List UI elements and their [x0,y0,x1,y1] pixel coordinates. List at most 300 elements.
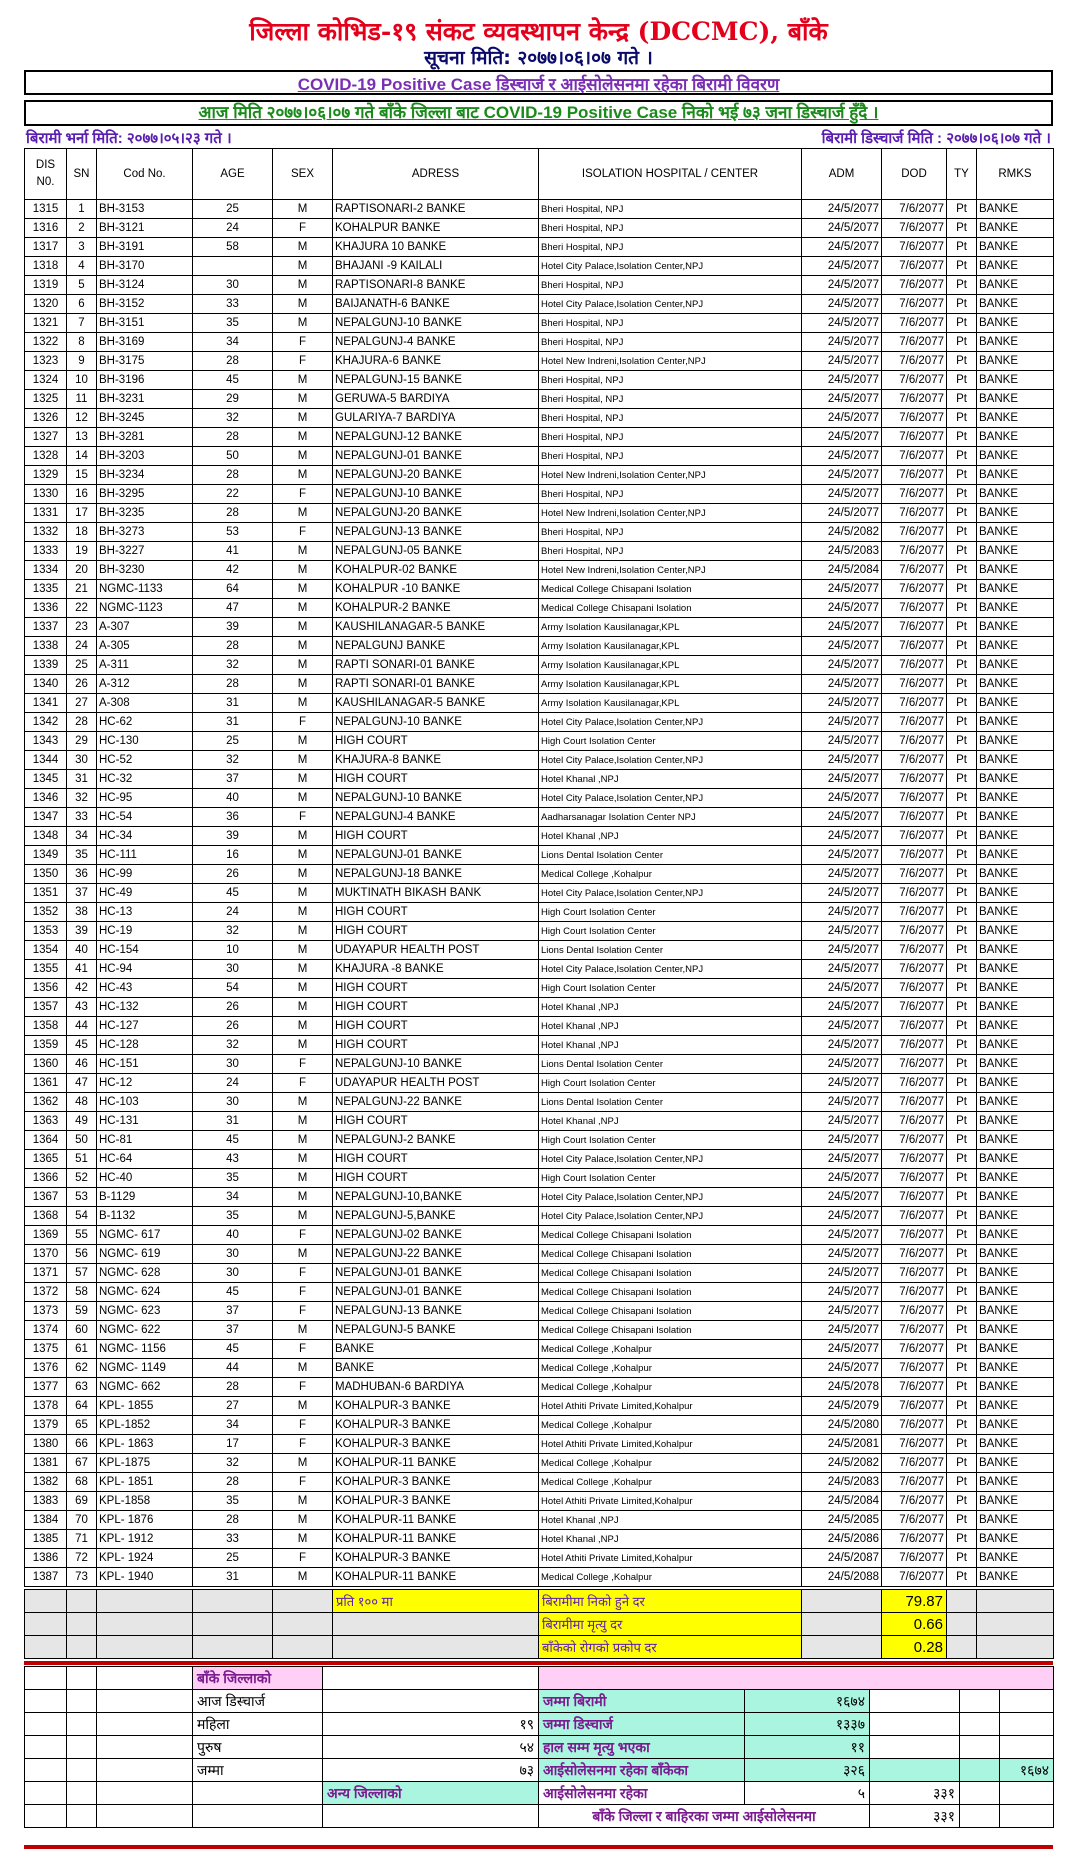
cell-sex: M [273,789,333,808]
cell-code-no: NGMC-1133 [97,580,193,599]
cell-sn: 22 [67,599,97,618]
cell-code-no: KPL- 1924 [97,1549,193,1568]
cell-address: HIGH COURT [333,1036,539,1055]
cell-adm-date: 24/5/2077 [802,808,882,827]
cell-address: NEPALGUNJ-10,BANKE [333,1188,539,1207]
cell-type: Pt [947,922,977,941]
cell-dod-date: 7/6/2077 [882,1340,947,1359]
cell-code-no: KPL-1852 [97,1416,193,1435]
cell-type: Pt [947,1511,977,1530]
other-isolation-label: आईसोलेसनमा रहेका [539,1782,745,1805]
cell-sex: M [273,1321,333,1340]
cell-age: 30 [193,960,273,979]
cell-isolation-center: Medical College ,Kohalpur [539,1359,802,1378]
cell-dod-date: 7/6/2077 [882,1321,947,1340]
cell-adm-date: 24/5/2077 [802,276,882,295]
cell-age: 45 [193,884,273,903]
cell-age: 40 [193,789,273,808]
cell-dod-date: 7/6/2077 [882,751,947,770]
cell-age: 36 [193,808,273,827]
cell-dis-no: 1387 [25,1568,67,1587]
table-row [25,219,1054,238]
cell-dis-no: 1361 [25,1074,67,1093]
cell-sex: F [273,1473,333,1492]
cell-remarks: BANKE [977,1568,1054,1587]
cell-sn: 71 [67,1530,97,1549]
cell-code-no: KPL- 1855 [97,1397,193,1416]
table-row [25,1074,1054,1093]
cell-remarks: BANKE [977,865,1054,884]
cell-isolation-center: High Court Isolation Center [539,732,802,751]
cell-sn: 49 [67,1112,97,1131]
cell-sex: F [273,1340,333,1359]
cell-remarks: BANKE [977,1074,1054,1093]
cell-dod-date: 7/6/2077 [882,1416,947,1435]
cell-type: Pt [947,1302,977,1321]
cell-type: Pt [947,1245,977,1264]
cell-type: Pt [947,523,977,542]
table-row [25,466,1054,485]
cell-dod-date: 7/6/2077 [882,599,947,618]
cell-address: NEPALGUNJ-2 BANKE [333,1131,539,1150]
cell-address: KOHALPUR-02 BANKE [333,561,539,580]
cell-remarks: BANKE [977,1169,1054,1188]
cell-type: Pt [947,808,977,827]
cell-isolation-center: High Court Isolation Center [539,1074,802,1093]
grand-total-value: १६७४ [1000,1759,1054,1782]
cell-adm-date: 24/5/2077 [802,960,882,979]
cell-sex: F [273,1264,333,1283]
cell-code-no: HC-127 [97,1017,193,1036]
cell-adm-date: 24/5/2077 [802,504,882,523]
cell-sn: 56 [67,1245,97,1264]
cell-type: Pt [947,732,977,751]
cell-type: Pt [947,219,977,238]
cell-adm-date: 24/5/2077 [802,1074,882,1093]
cell-type: Pt [947,1074,977,1093]
cell-adm-date: 24/5/2077 [802,922,882,941]
cell-remarks: BANKE [977,390,1054,409]
cell-type: Pt [947,580,977,599]
cell-adm-date: 24/5/2077 [802,200,882,219]
cell-isolation-center: Hotel Athiti Private Limited,Kohalpur [539,1435,802,1454]
cell-code-no: NGMC- 628 [97,1264,193,1283]
cell-sex: M [273,922,333,941]
cell-code-no: HC-32 [97,770,193,789]
cell-address: BANKE [333,1359,539,1378]
cell-sex: M [273,732,333,751]
rates-row-prevalence [25,1636,1054,1659]
cell-dis-no: 1348 [25,827,67,846]
cell-code-no: BH-3151 [97,314,193,333]
cell-dis-no: 1315 [25,200,67,219]
cell-type: Pt [947,1264,977,1283]
cell-address: NEPALGUNJ-10 BANKE [333,314,539,333]
cell-address: KOHALPUR-3 BANKE [333,1473,539,1492]
prevalence-rate-value: 0.28 [882,1636,947,1659]
table-row [25,637,1054,656]
cell-age: 28 [193,504,273,523]
cell-adm-date: 24/5/2077 [802,1226,882,1245]
cell-type: Pt [947,1131,977,1150]
cell-sex: F [273,219,333,238]
cell-isolation-center: Hotel Khanal ,NPJ [539,998,802,1017]
cell-isolation-center: Hotel Khanal ,NPJ [539,770,802,789]
cell-type: Pt [947,1378,977,1397]
cell-sn: 50 [67,1131,97,1150]
recovery-rate-value: 79.87 [882,1590,947,1613]
cell-dod-date: 7/6/2077 [882,561,947,580]
cell-age: 30 [193,1245,273,1264]
cell-adm-date: 24/5/2084 [802,1492,882,1511]
cell-remarks: BANKE [977,599,1054,618]
cell-age: 28 [193,675,273,694]
cell-isolation-center: Hotel Khanal ,NPJ [539,1036,802,1055]
cell-address: KOHALPUR-3 BANKE [333,1416,539,1435]
cell-code-no: BH-3121 [97,219,193,238]
cell-remarks: BANKE [977,1340,1054,1359]
cell-remarks: BANKE [977,276,1054,295]
deaths-label: हाल सम्म मृत्यु भएका [539,1736,745,1759]
cell-address: HIGH COURT [333,1017,539,1036]
cell-dod-date: 7/6/2077 [882,1074,947,1093]
cell-dis-no: 1385 [25,1530,67,1549]
cell-dis-no: 1379 [25,1416,67,1435]
cell-sn: 13 [67,428,97,447]
cell-address: UDAYAPUR HEALTH POST [333,1074,539,1093]
cell-adm-date: 24/5/2083 [802,1473,882,1492]
female-count: १९ [323,1713,539,1736]
cell-address: BHAJANI -9 KAILALI [333,257,539,276]
table-row [25,409,1054,428]
cell-type: Pt [947,1397,977,1416]
separator-bottom [24,1845,1053,1849]
cell-sn: 68 [67,1473,97,1492]
cell-address: NEPALGUNJ-01 BANKE [333,1264,539,1283]
cell-address: KHAJURA-6 BANKE [333,352,539,371]
cell-isolation-center: Hotel City Palace,Isolation Center,NPJ [539,884,802,903]
cell-remarks: BANKE [977,884,1054,903]
cell-type: Pt [947,1454,977,1473]
cell-code-no: HC-128 [97,1036,193,1055]
cell-remarks: BANKE [977,1017,1054,1036]
cell-code-no: A-308 [97,694,193,713]
cell-code-no: HC-52 [97,751,193,770]
cell-age [193,257,273,276]
cell-isolation-center: Bheri Hospital, NPJ [539,219,802,238]
cell-type: Pt [947,257,977,276]
cell-isolation-center: Hotel City Palace,Isolation Center,NPJ [539,789,802,808]
cell-address: KHAJURA-8 BANKE [333,751,539,770]
cell-sn: 39 [67,922,97,941]
per-hundred-label: प्रति १०० मा [333,1590,539,1613]
cell-dis-no: 1366 [25,1169,67,1188]
cell-type: Pt [947,1283,977,1302]
cell-sex: M [273,618,333,637]
discharge-announcement: आज मिति २०७७।०६।०७ गते बाँके जिल्ला बाट COVID-19 Positive Case निको भई ७३ जना डिस्चार्ज हुँदै । [24,100,1053,126]
cell-dis-no: 1352 [25,903,67,922]
cell-dis-no: 1344 [25,751,67,770]
cell-dis-no: 1383 [25,1492,67,1511]
table-row [25,1264,1054,1283]
cell-adm-date: 24/5/2077 [802,1112,882,1131]
cell-dis-no: 1316 [25,219,67,238]
cell-sn: 11 [67,390,97,409]
cell-dis-no: 1372 [25,1283,67,1302]
cell-remarks: BANKE [977,846,1054,865]
cell-isolation-center: Hotel City Palace,Isolation Center,NPJ [539,1207,802,1226]
cell-isolation-center: Bheri Hospital, NPJ [539,542,802,561]
cell-type: Pt [947,1359,977,1378]
column-header: SEX [273,149,333,200]
table-row [25,789,1054,808]
cell-age: 35 [193,1492,273,1511]
cell-sn: 52 [67,1169,97,1188]
cell-address: KOHALPUR BANKE [333,219,539,238]
cell-sn: 70 [67,1511,97,1530]
table-row [25,884,1054,903]
cell-dis-no: 1384 [25,1511,67,1530]
cell-isolation-center: Hotel Athiti Private Limited,Kohalpur [539,1492,802,1511]
cell-sn: 29 [67,732,97,751]
cell-type: Pt [947,713,977,732]
report-subtitle: COVID-19 Positive Case डिस्चार्ज र आईसोलेसनमा रहेका बिरामी विवरण [24,70,1053,95]
table-row [25,428,1054,447]
cell-address: NEPALGUNJ-4 BANKE [333,333,539,352]
cell-address: GERUWA-5 BARDIYA [333,390,539,409]
table-row [25,1150,1054,1169]
cell-sex: M [273,447,333,466]
cell-dod-date: 7/6/2077 [882,1302,947,1321]
column-header: AGE [193,149,273,200]
cell-code-no: HC-111 [97,846,193,865]
cell-adm-date: 24/5/2077 [802,371,882,390]
cell-sex: M [273,238,333,257]
cell-dis-no: 1347 [25,808,67,827]
cell-type: Pt [947,428,977,447]
cell-age: 34 [193,1188,273,1207]
cell-isolation-center: High Court Isolation Center [539,1131,802,1150]
cell-sn: 23 [67,618,97,637]
table-row [25,314,1054,333]
cell-sex: M [273,751,333,770]
cell-sex: F [273,1549,333,1568]
cell-age: 42 [193,561,273,580]
cell-dod-date: 7/6/2077 [882,903,947,922]
cell-isolation-center: Bheri Hospital, NPJ [539,447,802,466]
cell-code-no: B-1129 [97,1188,193,1207]
cell-remarks: BANKE [977,694,1054,713]
table-row [25,1302,1054,1321]
cell-isolation-center: Hotel City Palace,Isolation Center,NPJ [539,751,802,770]
cell-age: 17 [193,1435,273,1454]
column-header: DIS N0. [25,149,67,200]
table-row [25,998,1054,1017]
cell-remarks: BANKE [977,1549,1054,1568]
cell-code-no: A-305 [97,637,193,656]
cell-adm-date: 24/5/2077 [802,1245,882,1264]
cell-address: NEPALGUNJ-01 BANKE [333,447,539,466]
cell-adm-date: 24/5/2077 [802,1169,882,1188]
cell-address: NEPALGUNJ-5,BANKE [333,1207,539,1226]
cell-type: Pt [947,846,977,865]
table-row [25,1511,1054,1530]
cell-sn: 1 [67,200,97,219]
cell-code-no: B-1132 [97,1207,193,1226]
cell-adm-date: 24/5/2077 [802,1036,882,1055]
cell-remarks: BANKE [977,352,1054,371]
cell-remarks: BANKE [977,1378,1054,1397]
cell-isolation-center: Army Isolation Kausilanagar,KPL [539,656,802,675]
cell-adm-date: 24/5/2082 [802,1454,882,1473]
cell-type: Pt [947,1112,977,1131]
cell-sex: M [273,865,333,884]
cell-dis-no: 1336 [25,599,67,618]
cell-age: 24 [193,1074,273,1093]
cell-sex: M [273,656,333,675]
cell-remarks: BANKE [977,1359,1054,1378]
table-row [25,656,1054,675]
cell-isolation-center: Army Isolation Kausilanagar,KPL [539,694,802,713]
cell-dod-date: 7/6/2077 [882,238,947,257]
cell-address: NEPALGUNJ-4 BANKE [333,808,539,827]
cell-adm-date: 24/5/2077 [802,1055,882,1074]
cell-dod-date: 7/6/2077 [882,998,947,1017]
cell-dis-no: 1362 [25,1093,67,1112]
cell-remarks: BANKE [977,618,1054,637]
cell-remarks: BANKE [977,808,1054,827]
cell-type: Pt [947,1017,977,1036]
cell-code-no: BH-3231 [97,390,193,409]
cell-sex: M [273,998,333,1017]
cell-dod-date: 7/6/2077 [882,371,947,390]
cell-address: KAUSHILANAGAR-5 BANKE [333,694,539,713]
cell-sn: 65 [67,1416,97,1435]
cell-isolation-center: Medical College Chisapani Isolation [539,1321,802,1340]
cell-address: GULARIYA-7 BARDIYA [333,409,539,428]
cell-adm-date: 24/5/2077 [802,238,882,257]
cell-sn: 37 [67,884,97,903]
cell-sex: M [273,827,333,846]
cell-sn: 35 [67,846,97,865]
cell-remarks: BANKE [977,295,1054,314]
cell-address: NEPALGUNJ-5 BANKE [333,1321,539,1340]
cell-dod-date: 7/6/2077 [882,618,947,637]
cell-isolation-center: Bheri Hospital, NPJ [539,523,802,542]
cell-dis-no: 1354 [25,941,67,960]
cell-age: 50 [193,447,273,466]
cell-age: 16 [193,846,273,865]
cell-age: 32 [193,922,273,941]
document-title: जिल्ला कोभिड-१९ संकट व्यवस्थापन केन्द्र (DCCMC), बाँके [249,17,828,46]
cell-age: 35 [193,314,273,333]
cell-dod-date: 7/6/2077 [882,1055,947,1074]
cell-sn: 46 [67,1055,97,1074]
cell-adm-date: 24/5/2077 [802,998,882,1017]
cell-code-no: HC-54 [97,808,193,827]
cell-sn: 16 [67,485,97,504]
cell-dis-no: 1364 [25,1131,67,1150]
cell-code-no: HC-13 [97,903,193,922]
cell-type: Pt [947,1549,977,1568]
cell-address: HIGH COURT [333,1150,539,1169]
cell-sn: 44 [67,1017,97,1036]
table-row [25,1416,1054,1435]
rates-row-recovery [25,1590,1054,1613]
summary-row-other-district [25,1782,1054,1805]
cell-sn: 8 [67,333,97,352]
cell-address: NEPALGUNJ-05 BANKE [333,542,539,561]
cell-adm-date: 24/5/2077 [802,580,882,599]
cell-dis-no: 1349 [25,846,67,865]
cell-sn: 69 [67,1492,97,1511]
cell-dis-no: 1376 [25,1359,67,1378]
cell-remarks: BANKE [977,1093,1054,1112]
table-row [25,542,1054,561]
cell-remarks: BANKE [977,200,1054,219]
table-row [25,1017,1054,1036]
cell-remarks: BANKE [977,1226,1054,1245]
cell-sn: 61 [67,1340,97,1359]
cell-dod-date: 7/6/2077 [882,314,947,333]
cell-address: HIGH COURT [333,979,539,998]
cell-code-no: BH-3203 [97,447,193,466]
cell-age: 30 [193,1264,273,1283]
cell-sex: M [273,637,333,656]
cell-sex: M [273,1093,333,1112]
table-row [25,922,1054,941]
cell-address: NEPALGUNJ-20 BANKE [333,504,539,523]
cell-dod-date: 7/6/2077 [882,770,947,789]
cell-type: Pt [947,1340,977,1359]
table-row [25,1568,1054,1587]
cell-dis-no: 1319 [25,276,67,295]
cell-age: 28 [193,1511,273,1530]
cell-sex: F [273,1378,333,1397]
cell-adm-date: 24/5/2084 [802,561,882,580]
table-row [25,523,1054,542]
cell-isolation-center: Hotel New Indreni,Isolation Center,NPJ [539,504,802,523]
cell-sn: 33 [67,808,97,827]
cell-type: Pt [947,865,977,884]
cell-age: 37 [193,1321,273,1340]
cell-type: Pt [947,694,977,713]
cell-address: KOHALPUR-2 BANKE [333,599,539,618]
cell-dis-no: 1386 [25,1549,67,1568]
cell-address: UDAYAPUR HEALTH POST [333,941,539,960]
cell-dis-no: 1326 [25,409,67,428]
table-row [25,1473,1054,1492]
cell-dod-date: 7/6/2077 [882,979,947,998]
cell-type: Pt [947,637,977,656]
cell-dod-date: 7/6/2077 [882,865,947,884]
cell-adm-date: 24/5/2077 [802,447,882,466]
cell-code-no: HC-151 [97,1055,193,1074]
cell-remarks: BANKE [977,922,1054,941]
cell-isolation-center: Army Isolation Kausilanagar,KPL [539,675,802,694]
cell-remarks: BANKE [977,1473,1054,1492]
cell-dis-no: 1350 [25,865,67,884]
cell-code-no: BH-3170 [97,257,193,276]
cell-code-no: BH-3235 [97,504,193,523]
cell-sex: F [273,1074,333,1093]
cell-code-no: NGMC- 617 [97,1226,193,1245]
cell-remarks: BANKE [977,770,1054,789]
cell-dis-no: 1330 [25,485,67,504]
cell-dod-date: 7/6/2077 [882,466,947,485]
other-district-label: अन्य जिल्लाको [323,1782,539,1805]
cell-address: NEPALGUNJ-01 BANKE [333,846,539,865]
